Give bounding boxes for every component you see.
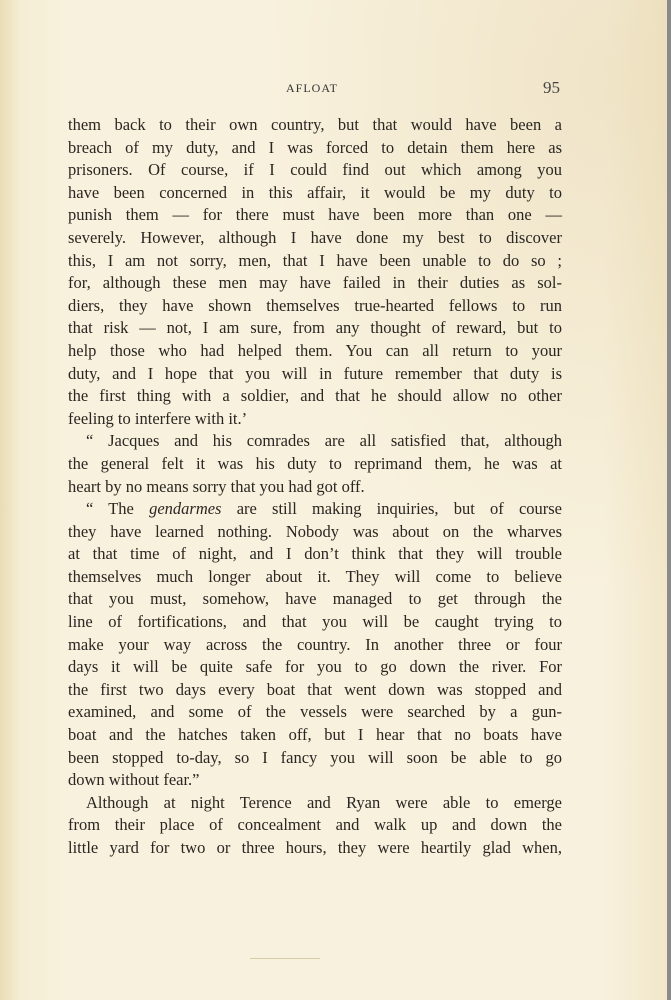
text-segment: are still making inquiries, but of course	[236, 499, 563, 519]
text-line: little yard for two or three hours, they were heartily glad when,	[68, 838, 562, 857]
text-line: them back to their own country, but that would have been a	[68, 115, 562, 134]
scan-edge	[667, 0, 671, 1000]
text-line: for, although these men may have failed in their duties as sol-	[68, 273, 562, 293]
text-line: themselves much longer about it. They will come to believe	[68, 566, 562, 586]
text-line: prisoners. Of course, if I could find out which among you	[68, 160, 562, 180]
text-line: help those who had helped them. You can all return to your	[68, 340, 562, 360]
text-line: punish them — for there must have been more than one —	[68, 205, 562, 225]
text-line: breach of my duty, and I was forced to detain them here as	[68, 137, 562, 157]
text-line: down without fear.”	[68, 770, 200, 790]
text-line: this, I am not sorry, men, that I have been unable to do so ;	[68, 250, 562, 270]
text-line: the general felt it was his duty to reprimand them, he was at	[68, 453, 562, 473]
text-line: line of fortifications, and that you will be caught trying to	[68, 612, 562, 632]
text-line: boat and the hatches taken off, but I hear that no boats have	[68, 725, 562, 745]
body-text	[68, 114, 562, 860]
text-line: make your way across the country. In another three or four	[68, 634, 562, 654]
page-number: 95	[543, 78, 560, 97]
text-line: that risk — not, I am sure, from any thought of reward, but to	[68, 318, 562, 338]
bottom-divider	[250, 958, 320, 959]
text-line: examined, and some of the vessels were searched by a gun-	[68, 702, 562, 722]
text-line: that you must, somehow, have managed to get through the	[68, 589, 562, 609]
italic-word: gendarmes	[149, 499, 222, 519]
text-line: feeling to interfere with it.’	[68, 408, 248, 428]
text-line: heart by no means sorry that you had got off.	[68, 476, 365, 496]
text-line: “ Jacques and his comrades are all satisfied that, although	[86, 431, 562, 451]
text-line: the first two days every boat that went down was stopped and	[68, 679, 562, 699]
text-line: from their place of concealment and walk up and down the	[68, 815, 562, 835]
text-line-mixed	[68, 498, 562, 521]
text-line: been stopped to-day, so I fancy you will soon be able to go	[68, 747, 562, 767]
text-line: have been concerned in this affair, it would be my duty to	[68, 182, 562, 202]
text-segment: “ The	[86, 499, 134, 519]
text-line: diers, they have shown themselves true-hearted fellows to run	[68, 295, 562, 315]
text-line: duty, and I hope that you will in future remember that duty is	[68, 363, 562, 383]
running-head: AFLOAT	[286, 81, 339, 95]
text-line: days it will be quite safe for you to go down the river. For	[68, 657, 562, 677]
text-line: the first thing with a soldier, and that he should allow no other	[68, 386, 562, 406]
text-line: at that time of night, and I don’t think that they will trouble	[68, 544, 562, 564]
text-line: severely. However, although I have done my best to discover	[68, 227, 562, 247]
text-line: Although at night Terence and Ryan were able to emerge	[86, 792, 562, 812]
page-header	[68, 80, 562, 98]
text-line: they have learned nothing. Nobody was about on the wharves	[68, 521, 562, 541]
